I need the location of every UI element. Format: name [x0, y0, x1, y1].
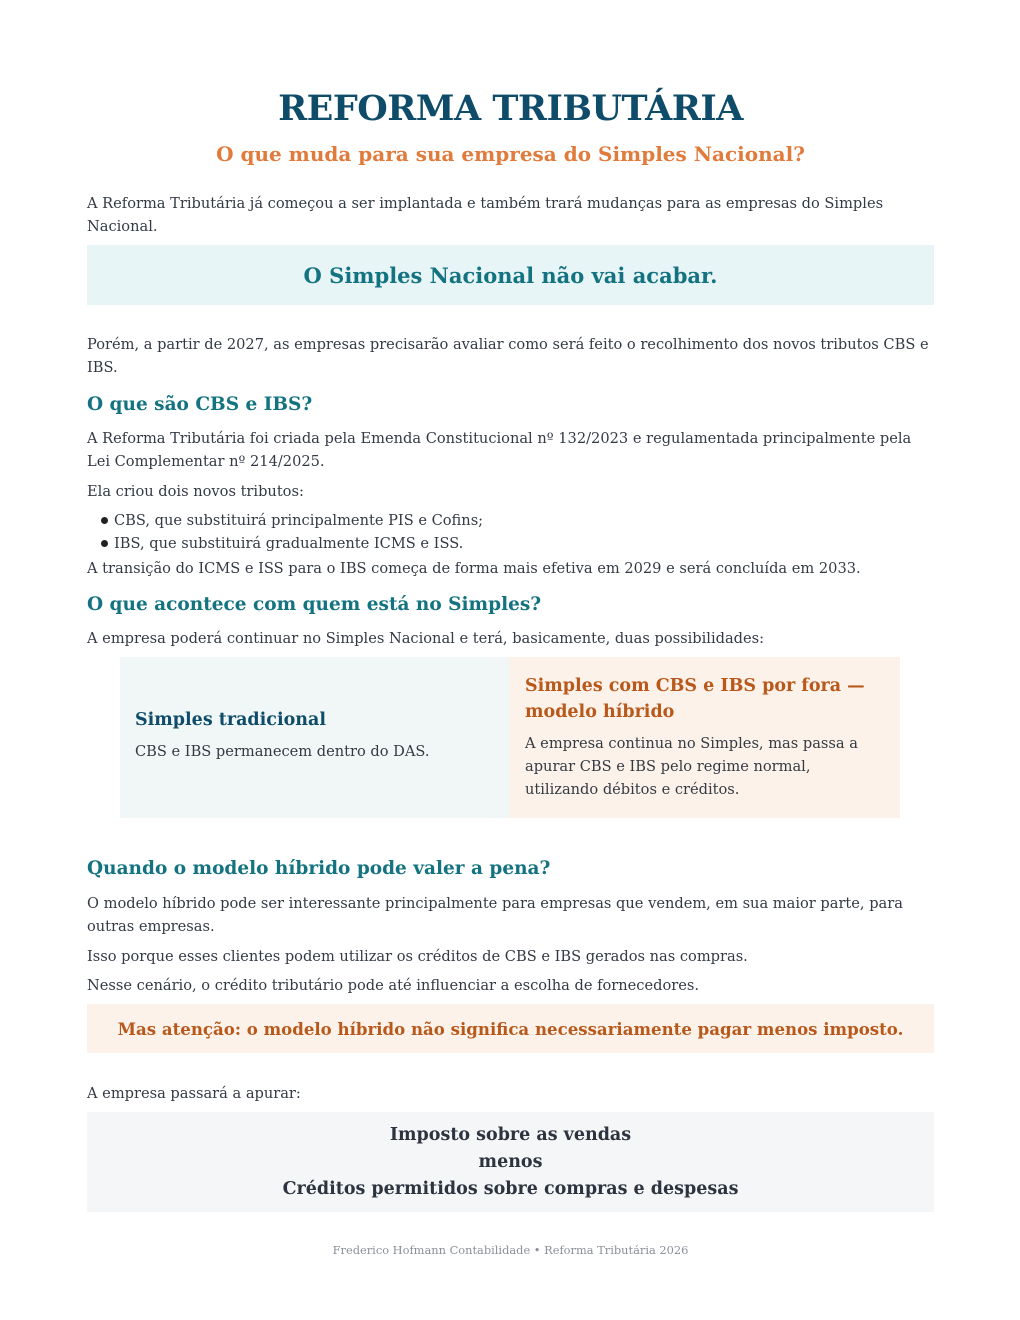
formula-line-credits: Créditos permitidos sobre compras e despesas	[282, 1179, 739, 1199]
highlight-callout: O Simples Nacional não vai acabar.	[87, 245, 934, 305]
option-simples-tradicional	[120, 657, 509, 818]
section1-paragraph-1: A Reforma Tributária foi criada pela Emenda Constitucional nº 132/2023 e regulamentada principalmente pela Lei Complementar nº 214/2025.	[87, 430, 912, 470]
section1-paragraph-2: Ela criou dois novos tributos:	[87, 483, 304, 500]
section2-paragraph-1: A empresa poderá continuar no Simples Nacional e terá, basicamente, duas possibilidades:	[87, 630, 765, 647]
calculation-formula	[87, 1112, 934, 1212]
section1-paragraph-3: A transição do ICMS e ISS para o IBS começa de forma mais efetiva em 2029 e será concluída em 2033.	[87, 560, 861, 577]
tributes-list	[87, 509, 483, 555]
after-highlight-paragraph: Porém, a partir de 2027, as empresas precisarão avaliar como será feito o recolhimento dos novos tributos CBS e IBS.	[87, 336, 929, 376]
bullet-icon	[101, 517, 108, 524]
option-modelo-hibrido	[509, 657, 900, 818]
page-title: REFORMA TRIBUTÁRIA	[278, 88, 743, 129]
bullet-icon	[101, 540, 108, 547]
warning-callout: Mas atenção: o modelo híbrido não significa necessariamente pagar menos imposto.	[87, 1004, 934, 1053]
intro-paragraph: A Reforma Tributária já começou a ser implantada e também trará mudanças para as empresas do Simples Nacional.	[87, 195, 884, 235]
formula-line-minus: menos	[478, 1152, 543, 1172]
page-footer: Frederico Hofmann Contabilidade • Reforma Tributária 2026	[332, 1243, 689, 1257]
section3-paragraph-4: A empresa passará a apurar:	[87, 1085, 301, 1102]
option-title: Simples tradicional	[135, 710, 326, 730]
section3-paragraph-3: Nesse cenário, o crédito tributário pode até influenciar a escolha de fornecedores.	[87, 977, 699, 994]
section-heading-simples: O que acontece com quem está no Simples?	[87, 594, 542, 615]
section-heading-cbs-ibs: O que são CBS e IBS?	[87, 394, 313, 415]
section3-paragraph-2: Isso porque esses clientes podem utilizar os créditos de CBS e IBS gerados nas compras.	[87, 948, 748, 965]
option-text: CBS e IBS permanecem dentro do DAS.	[135, 743, 430, 760]
formula-line-sales-tax: Imposto sobre as vendas	[389, 1125, 632, 1145]
option-title: Simples com CBS e IBS por fora — modelo híbrido	[525, 676, 865, 722]
page-subtitle: O que muda para sua empresa do Simples Nacional?	[216, 142, 805, 166]
section-heading-hibrido: Quando o modelo híbrido pode valer a pena?	[87, 858, 551, 879]
options-comparison	[120, 657, 900, 818]
section3-paragraph-1: O modelo híbrido pode ser interessante principalmente para empresas que vendem, em sua maior parte, para outras empresas.	[87, 895, 903, 935]
list-item: CBS, que substituirá principalmente PIS e Cofins;	[87, 509, 483, 532]
option-text: A empresa continua no Simples, mas passa a apurar CBS e IBS pelo regime normal, utilizando débitos e créditos.	[525, 735, 858, 798]
list-item: IBS, que substituirá gradualmente ICMS e ISS.	[87, 532, 483, 555]
